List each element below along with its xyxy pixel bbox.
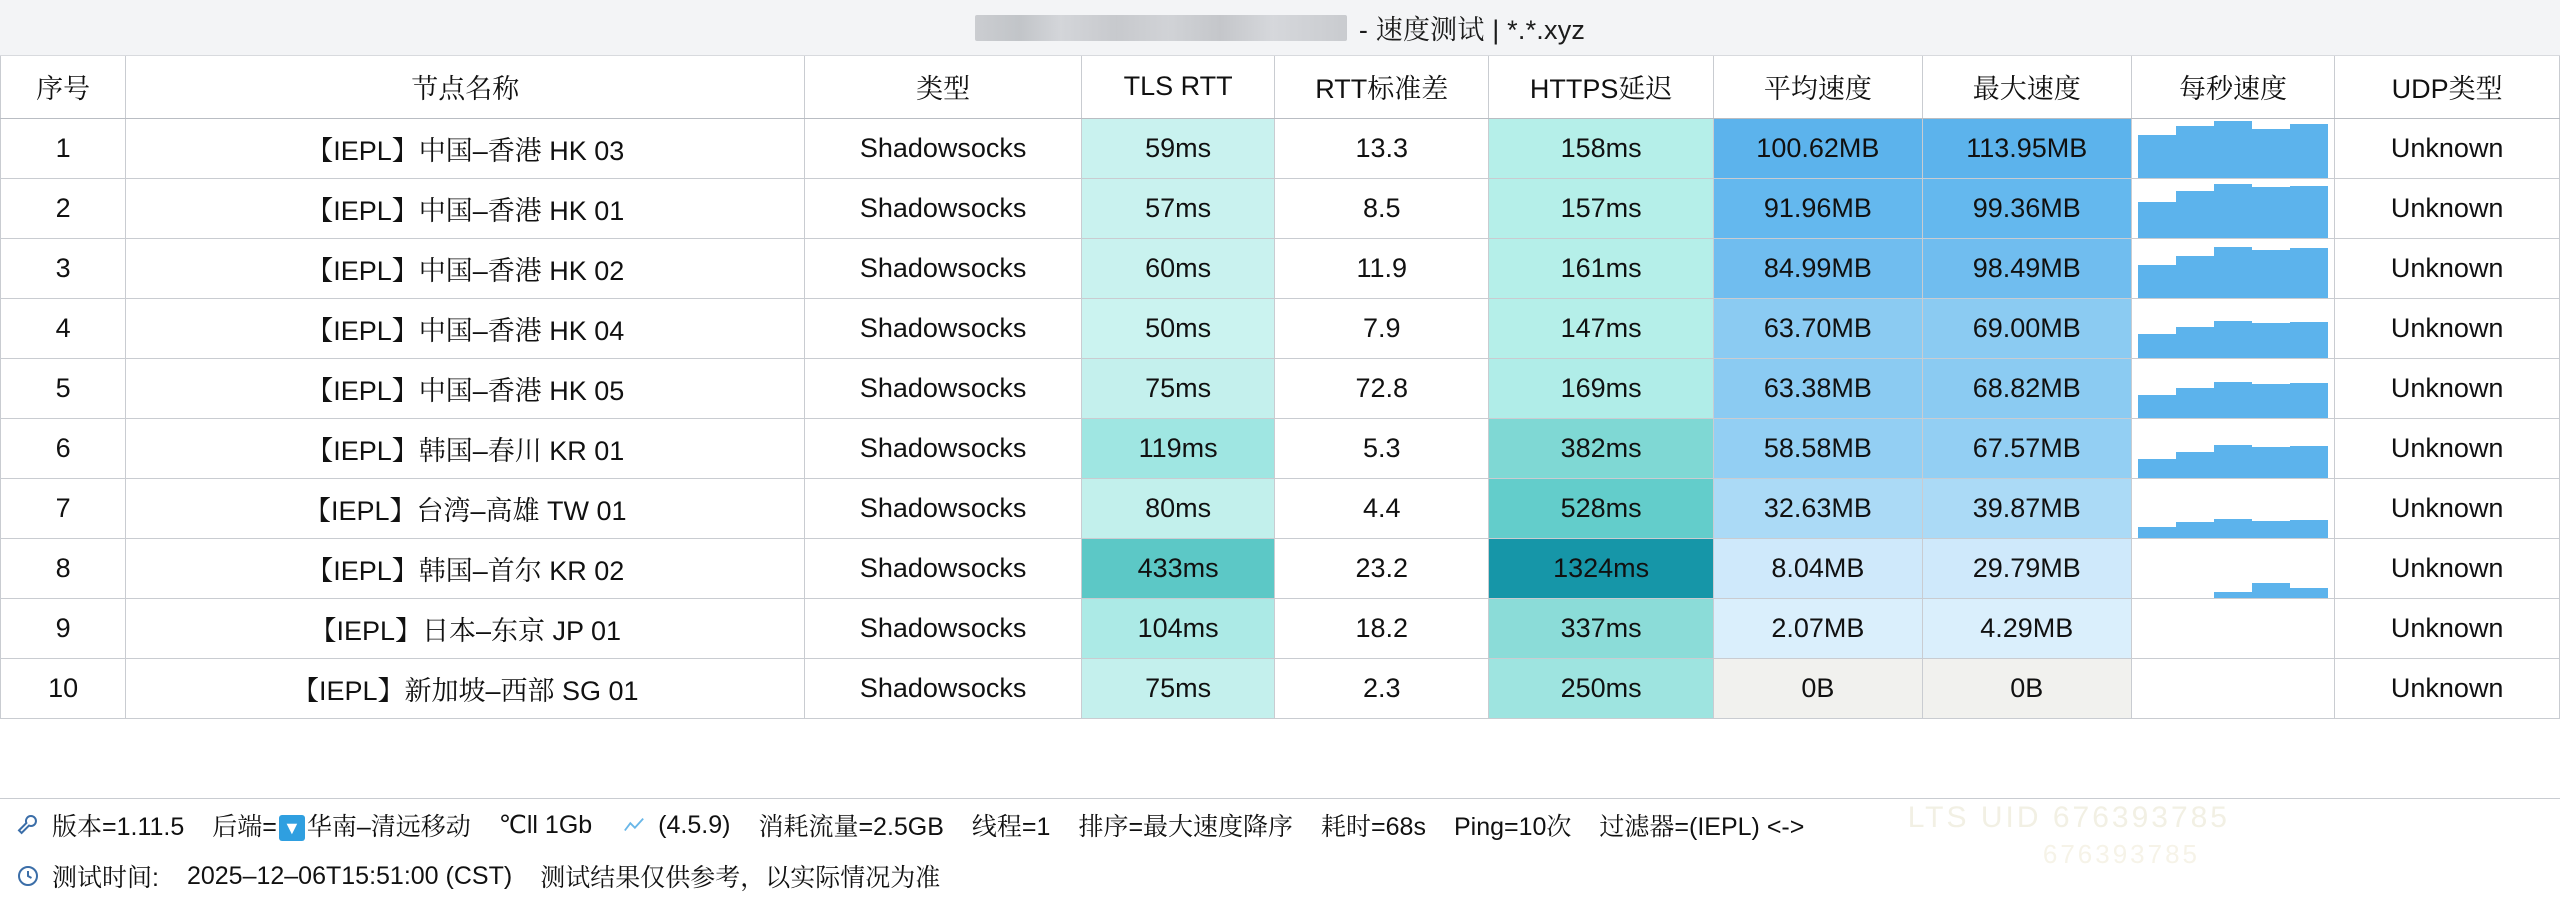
test-time-label: 测试时间:: [52, 864, 159, 892]
cell-avg-speed: 58.58MB: [1713, 418, 1922, 478]
cell-index: 4: [1, 298, 126, 358]
sparkline-bar: [2252, 447, 2290, 478]
table-row[interactable]: [1, 358, 2560, 418]
sparkline-bar: [2138, 527, 2176, 538]
sparkline: [2138, 179, 2329, 238]
sparkline: [2138, 119, 2329, 178]
cell-tls-rtt: 57ms: [1082, 178, 1275, 238]
table-header-row: [1, 56, 2560, 118]
cell-max-speed: 67.57MB: [1922, 418, 2131, 478]
cell-https-latency: 337ms: [1489, 598, 1714, 658]
cell-per-second-sparkline: [2131, 118, 2335, 178]
cell-rtt-std: 13.3: [1275, 118, 1489, 178]
sparkline: [2138, 659, 2329, 718]
sparkline-bar: [2290, 186, 2328, 238]
sparkline: [2138, 599, 2329, 658]
backend-group: [212, 807, 471, 843]
cell-index: 5: [1, 358, 126, 418]
sparkline-bar: [2214, 247, 2252, 298]
cell-per-second-sparkline: [2131, 478, 2335, 538]
column-header-type[interactable]: 类型: [805, 56, 1082, 118]
cell-udp-type: Unknown: [2335, 358, 2560, 418]
cell-max-speed: 39.87MB: [1922, 478, 2131, 538]
cell-index: 1: [1, 118, 126, 178]
table-row[interactable]: [1, 298, 2560, 358]
cell-rtt-std: 11.9: [1275, 238, 1489, 298]
sparkline-bar: [2290, 446, 2328, 478]
cell-tls-rtt: 60ms: [1082, 238, 1275, 298]
elapsed-text: 耗时=68s: [1321, 813, 1426, 841]
sparkline-bar: [2138, 334, 2176, 358]
sparkline: [2138, 359, 2329, 418]
sparkline-bar: [2138, 395, 2176, 417]
sparkline-bar: [2252, 521, 2290, 538]
sparkline: [2138, 419, 2329, 478]
ping-text: Ping=10次: [1453, 813, 1572, 841]
filter-text: 过滤器=(IEPL) <->: [1599, 813, 1805, 841]
sparkline-bar: [2252, 384, 2290, 417]
cell-avg-speed: 63.70MB: [1713, 298, 1922, 358]
cell-type: Shadowsocks: [805, 658, 1082, 718]
table-row[interactable]: [1, 598, 2560, 658]
cell-node-name: 【IEPL】韩国–春川 KR 01: [126, 418, 805, 478]
cell-avg-speed: 63.38MB: [1713, 358, 1922, 418]
cell-avg-speed: 0B: [1713, 658, 1922, 718]
table-row[interactable]: [1, 418, 2560, 478]
column-header-rtt-std[interactable]: RTT标准差: [1275, 56, 1489, 118]
bandwidth-version-text: (4.5.9): [658, 810, 731, 839]
table-row[interactable]: [1, 118, 2560, 178]
cell-index: 7: [1, 478, 126, 538]
cell-https-latency: 161ms: [1489, 238, 1714, 298]
sparkline-bar: [2214, 321, 2252, 358]
cell-rtt-std: 23.2: [1275, 538, 1489, 598]
sparkline-bar: [2138, 265, 2176, 297]
cell-max-speed: 99.36MB: [1922, 178, 2131, 238]
cell-tls-rtt: 433ms: [1082, 538, 1275, 598]
sparkline-bar: [2252, 129, 2290, 177]
sparkline-bar: [2252, 583, 2290, 597]
table-row[interactable]: [1, 478, 2560, 538]
cell-per-second-sparkline: [2131, 658, 2335, 718]
sparkline-bar: [2252, 187, 2290, 237]
cell-index: 10: [1, 658, 126, 718]
cell-https-latency: 158ms: [1489, 118, 1714, 178]
cell-rtt-std: 72.8: [1275, 358, 1489, 418]
table-row[interactable]: [1, 538, 2560, 598]
cell-avg-speed: 100.62MB: [1713, 118, 1922, 178]
cell-max-speed: 29.79MB: [1922, 538, 2131, 598]
cell-per-second-sparkline: [2131, 598, 2335, 658]
column-header-max-speed[interactable]: 最大速度: [1922, 56, 2131, 118]
redacted-title-block: [975, 15, 1347, 41]
table-header: [1, 56, 2560, 118]
footer-info-row: [0, 799, 2560, 851]
window-title: [975, 8, 1585, 47]
cell-index: 3: [1, 238, 126, 298]
cell-node-name: 【IEPL】中国–香港 HK 01: [126, 178, 805, 238]
cell-https-latency: 1324ms: [1489, 538, 1714, 598]
cell-max-speed: 98.49MB: [1922, 238, 2131, 298]
results-table-container: [0, 56, 2560, 798]
column-header-https-latency[interactable]: HTTPS延迟: [1489, 56, 1714, 118]
cell-node-name: 【IEPL】中国–香港 HK 03: [126, 118, 805, 178]
sparkline-bar: [2214, 184, 2252, 237]
cell-type: Shadowsocks: [805, 238, 1082, 298]
cell-node-name: 【IEPL】中国–香港 HK 04: [126, 298, 805, 358]
sparkline-bar: [2214, 592, 2252, 598]
cell-https-latency: 157ms: [1489, 178, 1714, 238]
cell-index: 2: [1, 178, 126, 238]
sparkline-bar: [2176, 126, 2214, 178]
sparkline: [2138, 299, 2329, 358]
clock-icon: [14, 862, 42, 890]
window-titlebar: [0, 0, 2560, 56]
cell-tls-rtt: 104ms: [1082, 598, 1275, 658]
cell-rtt-std: 5.3: [1275, 418, 1489, 478]
cell-https-latency: 528ms: [1489, 478, 1714, 538]
cell-tls-rtt: 75ms: [1082, 358, 1275, 418]
cell-rtt-std: 2.3: [1275, 658, 1489, 718]
cell-max-speed: 113.95MB: [1922, 118, 2131, 178]
cell-udp-type: Unknown: [2335, 238, 2560, 298]
sparkline-bar: [2290, 520, 2328, 538]
disclaimer-text: 测试结果仅供参考，以实际情况为准: [540, 864, 941, 892]
cell-type: Shadowsocks: [805, 478, 1082, 538]
cell-index: 8: [1, 538, 126, 598]
sparkline: [2138, 239, 2329, 298]
status-footer: [0, 798, 2560, 901]
cell-tls-rtt: 119ms: [1082, 418, 1275, 478]
cell-udp-type: Unknown: [2335, 658, 2560, 718]
column-header-index[interactable]: 序号: [1, 56, 126, 118]
traffic-text: 消耗流量=2.5GB: [758, 813, 944, 841]
sparkline-bar: [2138, 459, 2176, 478]
threads-text: 线程=1: [971, 813, 1051, 841]
cell-type: Shadowsocks: [805, 178, 1082, 238]
sparkline: [2138, 479, 2329, 538]
cell-node-name: 【IEPL】台湾–高雄 TW 01: [126, 478, 805, 538]
cell-tls-rtt: 80ms: [1082, 478, 1275, 538]
cell-https-latency: 169ms: [1489, 358, 1714, 418]
cell-avg-speed: 91.96MB: [1713, 178, 1922, 238]
cell-udp-type: Unknown: [2335, 118, 2560, 178]
cell-udp-type: Unknown: [2335, 598, 2560, 658]
results-table: [0, 56, 2560, 719]
cell-avg-speed: 32.63MB: [1713, 478, 1922, 538]
table-row[interactable]: [1, 178, 2560, 238]
column-header-udp-type[interactable]: UDP类型: [2335, 56, 2560, 118]
backend-value: 华南–清远移动: [306, 813, 471, 841]
cell-type: Shadowsocks: [805, 598, 1082, 658]
sparkline-bar: [2138, 135, 2176, 177]
cell-max-speed: 4.29MB: [1922, 598, 2131, 658]
cell-avg-speed: 84.99MB: [1713, 238, 1922, 298]
sparkline: [2138, 539, 2329, 598]
cell-udp-type: Unknown: [2335, 478, 2560, 538]
cell-node-name: 【IEPL】中国–香港 HK 02: [126, 238, 805, 298]
version-text: 版本=1.11.5: [52, 813, 185, 841]
test-time-value: 2025–12–06T15:51:00 (CST): [186, 861, 513, 890]
cell-tls-rtt: 50ms: [1082, 298, 1275, 358]
sparkline-bar: [2214, 121, 2252, 177]
cell-max-speed: 68.82MB: [1922, 358, 2131, 418]
sparkline-bar: [2290, 588, 2328, 597]
cell-type: Shadowsocks: [805, 118, 1082, 178]
cell-https-latency: 250ms: [1489, 658, 1714, 718]
watermark-primary: LTS UID 676393785: [1907, 801, 2230, 834]
column-header-name[interactable]: 节点名称: [126, 56, 805, 118]
sparkline-bar: [2252, 323, 2290, 357]
sparkline-bar: [2176, 388, 2214, 418]
sparkline-bar: [2290, 322, 2328, 357]
cell-rtt-std: 8.5: [1275, 178, 1489, 238]
sparkline-bar: [2290, 383, 2328, 417]
cell-rtt-std: 4.4: [1275, 478, 1489, 538]
table-body: [1, 118, 2560, 718]
table-row[interactable]: [1, 238, 2560, 298]
sparkline-bar: [2214, 519, 2252, 538]
column-header-avg-speed[interactable]: 平均速度: [1713, 56, 1922, 118]
cell-rtt-std: 18.2: [1275, 598, 1489, 658]
footer-time-row: [0, 851, 2560, 901]
backend-dropdown-icon[interactable]: ▼: [279, 815, 305, 841]
sort-text: 排序=最大速度降序: [1078, 813, 1294, 841]
cell-node-name: 【IEPL】韩国–首尔 KR 02: [126, 538, 805, 598]
cell-https-latency: 147ms: [1489, 298, 1714, 358]
signal-icon: [620, 811, 648, 839]
cell-per-second-sparkline: [2131, 238, 2335, 298]
cell-tls-rtt: 75ms: [1082, 658, 1275, 718]
cell-per-second-sparkline: [2131, 418, 2335, 478]
column-header-tls-rtt[interactable]: TLS RTT: [1082, 56, 1275, 118]
cell-udp-type: Unknown: [2335, 298, 2560, 358]
backend-label: 后端=: [212, 813, 277, 841]
sparkline-bar: [2214, 382, 2252, 417]
sparkline-bar: [2176, 452, 2214, 478]
cell-index: 9: [1, 598, 126, 658]
cell-per-second-sparkline: [2131, 358, 2335, 418]
cell-type: Shadowsocks: [805, 298, 1082, 358]
column-header-per-second[interactable]: 每秒速度: [2131, 56, 2335, 118]
cell-type: Shadowsocks: [805, 418, 1082, 478]
cell-udp-type: Unknown: [2335, 178, 2560, 238]
sparkline-bar: [2176, 256, 2214, 297]
cell-max-speed: 69.00MB: [1922, 298, 2131, 358]
cell-node-name: 【IEPL】中国–香港 HK 05: [126, 358, 805, 418]
sparkline-bar: [2214, 445, 2252, 477]
bandwidth-text: ℃ll 1Gb: [498, 811, 593, 839]
sparkline-bar: [2290, 124, 2328, 177]
cell-udp-type: Unknown: [2335, 538, 2560, 598]
cell-rtt-std: 7.9: [1275, 298, 1489, 358]
cell-avg-speed: 8.04MB: [1713, 538, 1922, 598]
cell-index: 6: [1, 418, 126, 478]
wrench-icon: [14, 811, 42, 839]
cell-per-second-sparkline: [2131, 298, 2335, 358]
cell-max-speed: 0B: [1922, 658, 2131, 718]
cell-per-second-sparkline: [2131, 538, 2335, 598]
cell-node-name: 【IEPL】新加坡–西部 SG 01: [126, 658, 805, 718]
cell-avg-speed: 2.07MB: [1713, 598, 1922, 658]
cell-type: Shadowsocks: [805, 538, 1082, 598]
sparkline-bar: [2138, 202, 2176, 237]
sparkline-bar: [2290, 248, 2328, 298]
window-title-suffix: - 速度测试 | *.*.xyz: [1358, 15, 1586, 45]
cell-node-name: 【IEPL】日本–东京 JP 01: [126, 598, 805, 658]
sparkline-bar: [2176, 191, 2214, 237]
sparkline-bar: [2176, 327, 2214, 358]
sparkline-bar: [2252, 250, 2290, 297]
cell-type: Shadowsocks: [805, 358, 1082, 418]
cell-tls-rtt: 59ms: [1082, 118, 1275, 178]
table-row[interactable]: [1, 658, 2560, 718]
watermark-secondary: 676393785: [2042, 839, 2200, 869]
cell-per-second-sparkline: [2131, 178, 2335, 238]
cell-udp-type: Unknown: [2335, 418, 2560, 478]
sparkline-bar: [2176, 522, 2214, 537]
cell-https-latency: 382ms: [1489, 418, 1714, 478]
